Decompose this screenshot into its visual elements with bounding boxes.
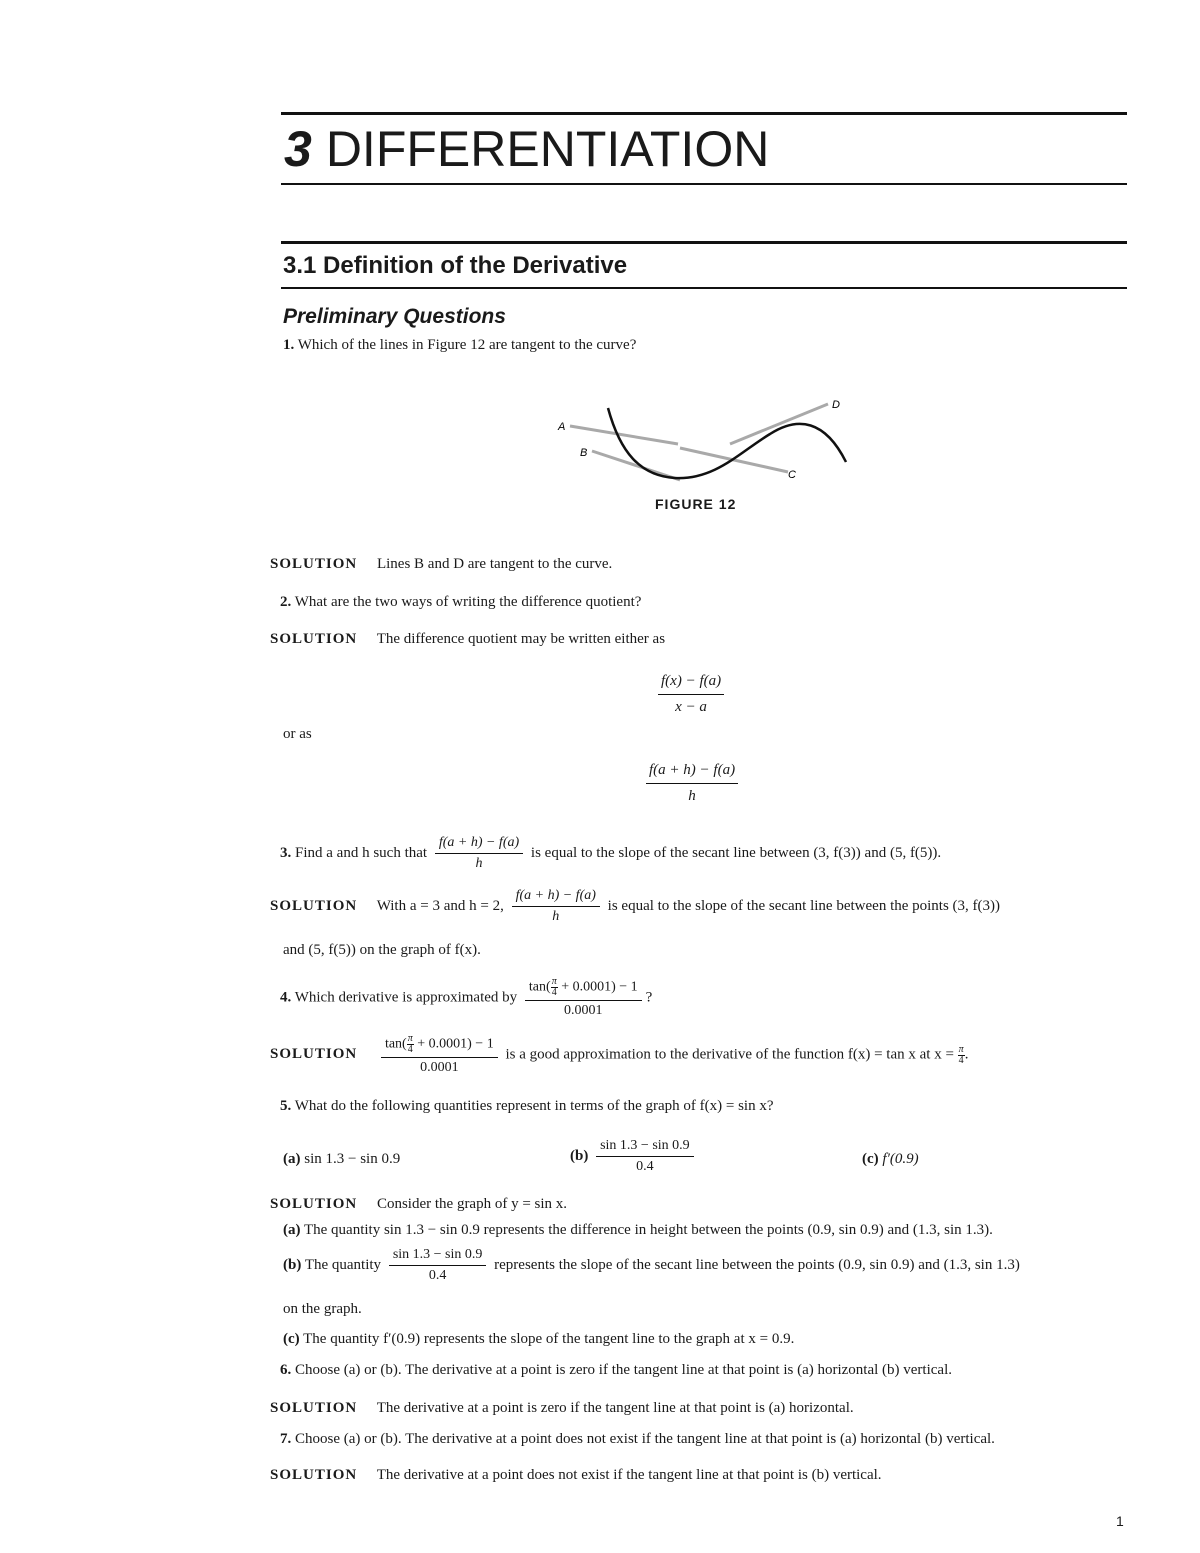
fraction-denominator: x − a [675, 698, 707, 715]
pi-symbol: π [407, 1033, 413, 1044]
fraction-numerator: f(x) − f(a) [658, 672, 724, 695]
fraction-numerator: f(a + h) − f(a) [646, 761, 738, 784]
line-a [570, 426, 678, 444]
question-5 [280, 1098, 773, 1115]
chapter-bottom-rule [281, 183, 1127, 185]
line-b [592, 451, 680, 480]
question-text-post: is equal to the slope of the secant line between (3, f(3)) and (5, f(5)). [530, 845, 942, 862]
four: 4 [551, 987, 557, 998]
fraction-numerator: f(a + h) − f(a) [512, 888, 600, 907]
solution-text: The difference quotient may be written either as [376, 631, 666, 647]
solution-label: SOLUTION [270, 631, 358, 647]
question-6 [280, 1362, 952, 1379]
pi-symbol: π [958, 1043, 964, 1055]
inline-fraction [512, 888, 600, 925]
question-number: 2. [280, 594, 292, 610]
fraction-denominator: 0.4 [428, 1268, 447, 1284]
solution-text-pre: With a = 3 and h = 2, [376, 898, 504, 915]
solution-label: SOLUTION [270, 1046, 358, 1063]
question-text-pre: Which derivative is approximated by [294, 989, 518, 1006]
part-text: The quantity sin 1.3 − sin 0.9 represents the difference in height between the points (0.9, sin 0.9) and (1.3, sin 1.3). [303, 1222, 993, 1238]
question-mark: ? [645, 989, 653, 1006]
pi-over-4 [958, 1045, 965, 1066]
question-1 [283, 337, 636, 354]
pi-over-4 [551, 977, 558, 998]
label-b: B [580, 447, 588, 459]
part-b [570, 1138, 698, 1175]
question-number: 7. [280, 1431, 292, 1447]
solution-label: SOLUTION [270, 1467, 358, 1483]
section-title: 3.1 Definition of the Derivative [283, 252, 628, 279]
solution-5c [283, 1331, 794, 1348]
or-as-text: or as [283, 726, 312, 742]
fraction-denominator: h [552, 909, 560, 925]
fraction-denominator: h [475, 856, 483, 872]
question-text: What are the two ways of writing the difference quotient? [294, 594, 642, 610]
question-7 [280, 1431, 995, 1448]
pi-over-4 [407, 1034, 414, 1055]
solution-text-post: is equal to the slope of the secant line between the points (3, f(3)) [607, 898, 1001, 915]
question-number: 3. [280, 845, 292, 862]
part-c [862, 1151, 919, 1168]
solution-text: Consider the graph of y = sin x. [376, 1196, 568, 1212]
fraction-numerator [381, 1034, 498, 1058]
fraction-numerator: f(a + h) − f(a) [435, 835, 523, 854]
solution-3 [270, 888, 1000, 925]
solution-text: The derivative at a point does not exist if the tangent line at that point is (b) vertical. [376, 1467, 882, 1483]
part-text-pre: The quantity [304, 1257, 382, 1274]
question-number: 1. [283, 337, 295, 353]
part-label: (b) [283, 1257, 302, 1274]
solution-5b-continued: on the graph. [283, 1301, 362, 1317]
fraction-denominator: h [688, 787, 696, 804]
solution-label: SOLUTION [270, 556, 358, 572]
solution-text: is a good approximation to the derivative of the function f(x) = tan x at x = [505, 1046, 954, 1063]
label-d: D [832, 399, 840, 411]
part-label: (a) [283, 1151, 301, 1167]
numerator-rest: + 0.0001) − 1 [417, 1036, 494, 1052]
figure-caption: FIGURE 12 [655, 496, 737, 512]
pi-symbol: π [551, 976, 557, 987]
line-c [680, 448, 788, 472]
figure-12 [540, 392, 870, 492]
inline-fraction [389, 1247, 487, 1284]
solution-6 [270, 1400, 854, 1417]
solution-text: The derivative at a point is zero if the tangent line at that point is (a) horizontal. [376, 1400, 854, 1416]
inline-fraction [596, 1138, 694, 1175]
fraction-denominator: 0.0001 [564, 1003, 603, 1018]
solution-label: SOLUTION [270, 898, 358, 915]
fraction-denominator: 0.4 [636, 1159, 654, 1175]
tan-open: tan( [528, 979, 551, 995]
part-label: (c) [862, 1151, 879, 1167]
chapter-top-rule [281, 112, 1127, 115]
chapter-title: DIFFERENTIATION [325, 121, 770, 177]
section-bottom-rule [281, 287, 1127, 289]
question-number: 4. [280, 989, 292, 1006]
part-text: f′(0.9) [882, 1151, 919, 1167]
label-c: C [788, 469, 796, 481]
page-number: 1 [1116, 1513, 1124, 1529]
four: 4 [958, 1054, 964, 1066]
subsection-title: Preliminary Questions [283, 305, 506, 328]
part-label: (b) [570, 1148, 589, 1165]
part-label: (c) [283, 1331, 300, 1347]
part-label: (a) [283, 1222, 301, 1238]
fraction-numerator [525, 977, 642, 1001]
solution-1 [270, 556, 612, 573]
solution-5 [270, 1196, 567, 1213]
inline-fraction [525, 977, 642, 1019]
solution-7 [270, 1467, 882, 1484]
numerator-rest: + 0.0001) − 1 [561, 979, 638, 995]
question-number: 5. [280, 1098, 292, 1114]
solution-3-continued: and (5, f(5)) on the graph of f(x). [283, 942, 481, 958]
part-a [283, 1151, 400, 1168]
question-4 [280, 977, 652, 1019]
difference-quotient-2 [646, 761, 738, 806]
section-top-rule [281, 241, 1127, 244]
difference-quotient-1 [658, 672, 724, 717]
part-text: The quantity f′(0.9) represents the slope of the tangent line to the graph at x = 0.9. [303, 1331, 795, 1347]
question-text: Which of the lines in Figure 12 are tangent to the curve? [297, 337, 637, 353]
solution-text: Lines B and D are tangent to the curve. [376, 556, 613, 572]
question-number: 6. [280, 1362, 292, 1378]
part-text-post: represents the slope of the secant line between the points (0.9, sin 0.9) and (1.3, sin 1.3) [494, 1257, 1020, 1274]
solution-5b [283, 1247, 1020, 1284]
fraction-numerator: sin 1.3 − sin 0.9 [389, 1247, 487, 1266]
question-text: What do the following quantities represent in terms of the graph of f(x) = sin x? [294, 1098, 774, 1114]
fraction-denominator: 0.0001 [420, 1060, 459, 1075]
curve [608, 408, 846, 478]
question-text-pre: Find a and h such that [295, 845, 428, 862]
part-text: sin 1.3 − sin 0.9 [304, 1151, 401, 1167]
period: . [964, 1046, 969, 1063]
question-text: Choose (a) or (b). The derivative at a point does not exist if the tangent line at that point is (a) horizontal (b) vertical. [295, 1431, 995, 1447]
question-text: Choose (a) or (b). The derivative at a point is zero if the tangent line at that point is (a) horizontal (b) vertical. [295, 1362, 952, 1378]
chapter-number: 3 [284, 121, 312, 177]
fraction-numerator: sin 1.3 − sin 0.9 [596, 1138, 694, 1157]
line-d [730, 404, 828, 444]
label-a: A [558, 421, 566, 433]
four: 4 [407, 1044, 413, 1055]
solution-label: SOLUTION [270, 1196, 358, 1212]
chapter-heading [284, 121, 770, 177]
solution-5a [283, 1222, 993, 1239]
question-3 [280, 835, 941, 872]
solution-label: SOLUTION [270, 1400, 358, 1416]
inline-fraction [435, 835, 523, 872]
solution-4 [270, 1034, 968, 1076]
question-2 [280, 594, 641, 611]
tan-open: tan( [384, 1036, 407, 1052]
solution-2 [270, 631, 665, 648]
inline-fraction [381, 1034, 498, 1076]
